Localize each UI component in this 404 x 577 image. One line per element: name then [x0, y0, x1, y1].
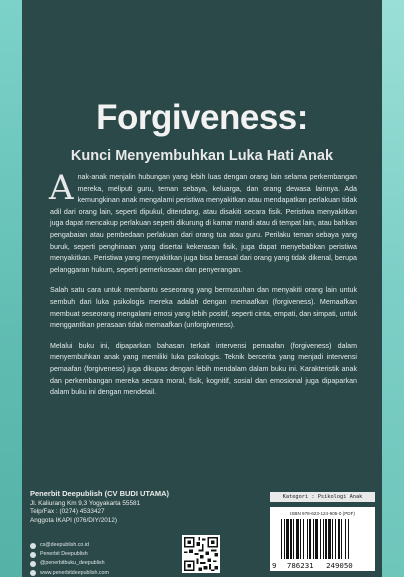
barcode-bar: [338, 519, 340, 559]
barcode: [281, 519, 369, 559]
barcode-bar: [313, 519, 314, 559]
barcode-bar: [290, 519, 292, 559]
barcode-bar: [320, 519, 321, 559]
barcode-digits-last: 249050: [326, 561, 353, 570]
barcode-bar: [315, 519, 318, 559]
contact-email-text: cs@deepublish.co.id: [40, 542, 89, 548]
globe-icon: [30, 570, 36, 576]
synopsis-paragraph-3: Melalui buku ini, dipaparkan bahasan terkait intervensi pemaafan (forgiveness) dalam menyembuhkan anak yang memiliki luka psikologis. Teknik bercerita yang menjadi intervensi pemaafan (forgiveness) juga dikupas dengan lebih mendalam dalam buku ini. Karakteristik anak dan perkembangan mereka secara moral, fisik, kognitif, sosial dan emosional juga dipaparkan dalam buku ini dengan mendetail.: [50, 341, 357, 397]
instagram-icon: [30, 561, 36, 567]
contact-instagram: [30, 559, 109, 568]
contact-email: [30, 541, 109, 550]
publisher-name: Penerbit Deepublish (CV BUDI UTAMA): [30, 489, 170, 498]
barcode-bar: [307, 519, 308, 559]
email-icon: [30, 543, 36, 549]
barcode-bar: [328, 519, 331, 559]
barcode-bar: [332, 519, 333, 559]
isbn-barcode-block: [270, 507, 375, 571]
publisher-info: [30, 490, 169, 526]
synopsis-paragraph-1: [49, 168, 357, 276]
synopsis-paragraph-2: Salah satu cara untuk membantu seseorang yang bermusuhan dan menyakiti orang lain untuk sembuh dari luka psikologis mereka adalah dengan memaafkan (forgiveness). Memaafkan membuat seseorang mengalami emosi yang lebih positif, seperti cinta, empati, dan simpati, untuk menggantikan perasaan tidak memaafkan (unforgiveness).: [50, 286, 357, 330]
book-subtitle: Kunci Menyembuhkan Luka Hati Anak: [70, 148, 334, 164]
contact-website-text: www.penerbitdeepublish.com: [40, 569, 109, 576]
publisher-address: Jl. Kaliurang Km 9,3 Yogyakarta 55581: [30, 499, 141, 507]
publisher-phone: Telp/Fax : (0274) 4533427: [30, 508, 105, 516]
barcode-bar: [323, 519, 324, 559]
barcode-bar: [281, 519, 282, 559]
drop-cap: A: [49, 168, 74, 208]
barcode-bar: [309, 519, 311, 559]
barcode-digit-first: 9: [272, 561, 277, 570]
contact-website: [30, 569, 109, 577]
contact-instagram-text: @penerbitbuku_deepublish: [40, 560, 105, 567]
left-margin-strip: [0, 0, 22, 577]
barcode-digits: [272, 561, 373, 570]
right-margin-strip: [382, 0, 404, 577]
barcode-bar: [335, 519, 336, 559]
barcode-bar: [325, 519, 327, 559]
qr-code: [182, 535, 220, 573]
barcode-bar: [293, 519, 294, 559]
barcode-bar: [296, 519, 299, 559]
facebook-icon: [30, 552, 36, 558]
category-label: Kategori : Psikologi Anak: [270, 492, 375, 502]
barcode-bar: [284, 519, 285, 559]
publisher-contacts: [30, 541, 109, 577]
synopsis: [49, 168, 357, 408]
isbn-number: ISBN 978-623-124-905-0 (PDF): [290, 511, 355, 516]
synopsis-paragraph-1-text: nak-anak menjalin hubungan yang lebih luas dengan orang lain selama perkembangan mereka, meliputi guru, teman sebaya, keluarga, dan orang dewasa lainnya. Ada kemungkinan anak mengalami peristiwa menyakitkan atau mendapatkan perlakuan tidak adil dari orang lain, seperti dipukul, ditendang, atau disakiti secara fisik. Peristiwa menyakitkan juga dapat mencakup perlakuan seperti dikurung di kamar mandi atau di tempat lain, atau bahkan pengabaian atau pembedaan perlakuan dari orang tua atau guru. Perilaku teman sebaya yang buruk, seperti penghinaan yang disertai kekerasan fisik, juga dapat menyebabkan peristiwa menyakitkan. Peristiwa yang menyakitkan juga bisa berasal dari orang yang tidak dikenal, berupa pelanggaran hukum, seperti pemerkosaan dan penyerangan.: [50, 173, 357, 274]
barcode-bar: [286, 519, 289, 559]
barcode-bar: [345, 519, 346, 559]
book-title: Forgiveness:: [96, 98, 308, 137]
publisher-ikapi: Anggota IKAPI (076/DIY/2012): [30, 517, 118, 525]
barcode-bar: [348, 519, 349, 559]
contact-facebook-text: Penerbit Deepublish: [40, 551, 88, 558]
barcode-bar: [300, 519, 301, 559]
barcode-digits-mid: 786231: [286, 561, 314, 570]
barcode-bar: [303, 519, 304, 559]
barcode-bar: [341, 519, 342, 559]
contact-facebook: [30, 550, 109, 559]
